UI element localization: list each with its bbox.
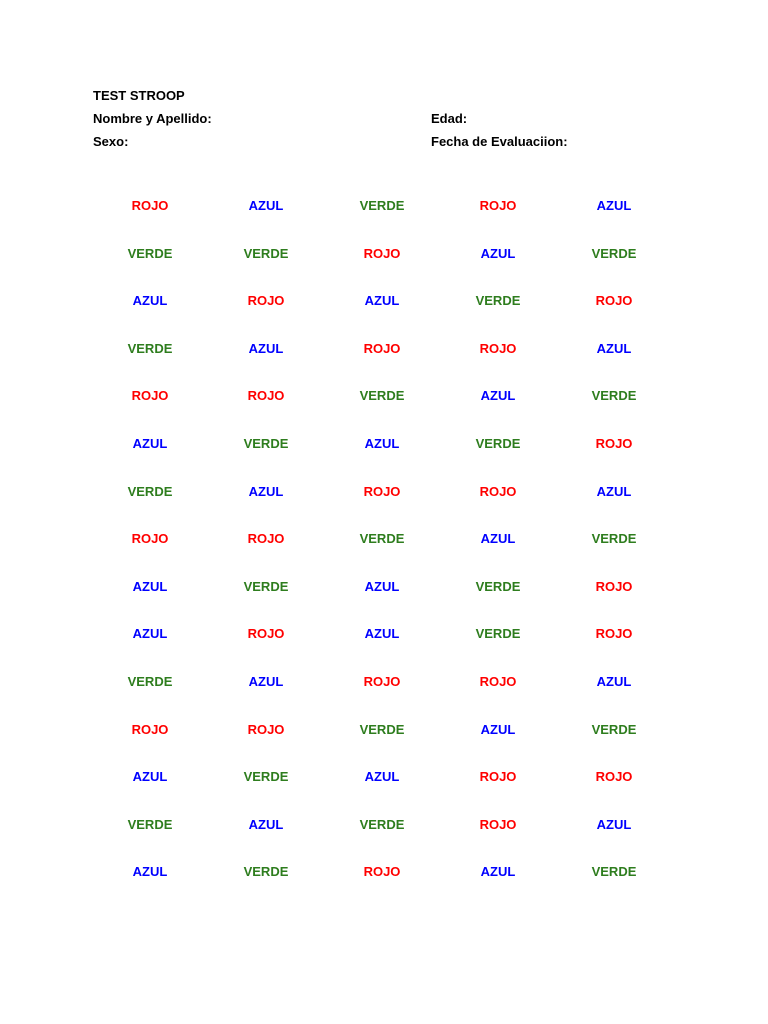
stroop-word: AZUL — [364, 436, 400, 451]
stroop-word: AZUL — [248, 198, 284, 213]
stroop-word-grid — [92, 198, 672, 898]
stroop-word: AZUL — [364, 578, 400, 594]
stroop-word: ROJO — [363, 864, 401, 880]
stroop-word: VERDE — [243, 245, 289, 261]
stroop-word: ROJO — [595, 293, 633, 309]
evaluation-date-label: Fecha de Evaluaciion: — [431, 134, 568, 149]
stroop-word: VERDE — [243, 769, 289, 785]
stroop-word: ROJO — [479, 483, 517, 499]
stroop-word: ROJO — [363, 674, 401, 689]
stroop-word: VERDE — [591, 531, 637, 547]
stroop-word: VERDE — [475, 626, 521, 642]
stroop-word: VERDE — [243, 436, 289, 451]
age-label: Edad: — [431, 111, 468, 126]
stroop-word: VERDE — [359, 198, 405, 213]
stroop-word: VERDE — [475, 578, 521, 594]
stroop-word: VERDE — [359, 388, 405, 404]
stroop-word: ROJO — [131, 531, 169, 547]
stroop-word: AZUL — [596, 198, 632, 213]
page-title: TEST STROOP — [93, 88, 185, 103]
stroop-word: AZUL — [132, 864, 168, 880]
stroop-word: VERDE — [127, 816, 173, 832]
stroop-word: AZUL — [596, 816, 632, 832]
stroop-word: ROJO — [595, 436, 633, 451]
stroop-word: ROJO — [479, 340, 517, 356]
stroop-word: AZUL — [364, 293, 400, 309]
stroop-word: VERDE — [127, 245, 173, 261]
stroop-word: VERDE — [475, 436, 521, 451]
stroop-word: AZUL — [248, 674, 284, 689]
stroop-word: ROJO — [595, 578, 633, 594]
stroop-word: AZUL — [132, 626, 168, 642]
sex-label: Sexo: — [93, 134, 129, 149]
stroop-word: ROJO — [247, 293, 285, 309]
stroop-word: AZUL — [480, 721, 516, 737]
stroop-word: AZUL — [480, 864, 516, 880]
stroop-word: AZUL — [132, 578, 168, 594]
stroop-word: VERDE — [243, 578, 289, 594]
stroop-word: ROJO — [363, 245, 401, 261]
stroop-word: ROJO — [131, 198, 169, 213]
name-label: Nombre y Apellido: — [93, 111, 212, 126]
stroop-word: AZUL — [248, 816, 284, 832]
stroop-word: VERDE — [475, 293, 521, 309]
stroop-word: AZUL — [132, 769, 168, 785]
stroop-word: AZUL — [596, 340, 632, 356]
stroop-word: VERDE — [359, 531, 405, 547]
stroop-word: AZUL — [480, 245, 516, 261]
stroop-word: ROJO — [247, 531, 285, 547]
stroop-word: ROJO — [247, 721, 285, 737]
stroop-word: ROJO — [479, 816, 517, 832]
stroop-word: VERDE — [591, 388, 637, 404]
stroop-word: VERDE — [591, 721, 637, 737]
stroop-word: AZUL — [596, 483, 632, 499]
stroop-word: ROJO — [131, 388, 169, 404]
stroop-word: VERDE — [243, 864, 289, 880]
stroop-word: AZUL — [248, 340, 284, 356]
stroop-word: ROJO — [247, 626, 285, 642]
stroop-word: AZUL — [480, 531, 516, 547]
stroop-word: AZUL — [364, 769, 400, 785]
stroop-word: AZUL — [596, 674, 632, 689]
stroop-word: VERDE — [359, 721, 405, 737]
stroop-word: ROJO — [363, 340, 401, 356]
stroop-word: VERDE — [591, 864, 637, 880]
stroop-word: ROJO — [595, 626, 633, 642]
stroop-word: AZUL — [248, 483, 284, 499]
stroop-word: AZUL — [364, 626, 400, 642]
stroop-word: ROJO — [131, 721, 169, 737]
stroop-word: ROJO — [479, 674, 517, 689]
stroop-word: AZUL — [480, 388, 516, 404]
stroop-word: VERDE — [127, 674, 173, 689]
stroop-word: VERDE — [591, 245, 637, 261]
stroop-word: ROJO — [479, 769, 517, 785]
stroop-word: AZUL — [132, 436, 168, 451]
stroop-word: ROJO — [247, 388, 285, 404]
stroop-word: VERDE — [359, 816, 405, 832]
stroop-word: VERDE — [127, 483, 173, 499]
stroop-word: ROJO — [479, 198, 517, 213]
stroop-word: ROJO — [595, 769, 633, 785]
stroop-word: AZUL — [132, 293, 168, 309]
stroop-word: ROJO — [363, 483, 401, 499]
stroop-word: VERDE — [127, 340, 173, 356]
